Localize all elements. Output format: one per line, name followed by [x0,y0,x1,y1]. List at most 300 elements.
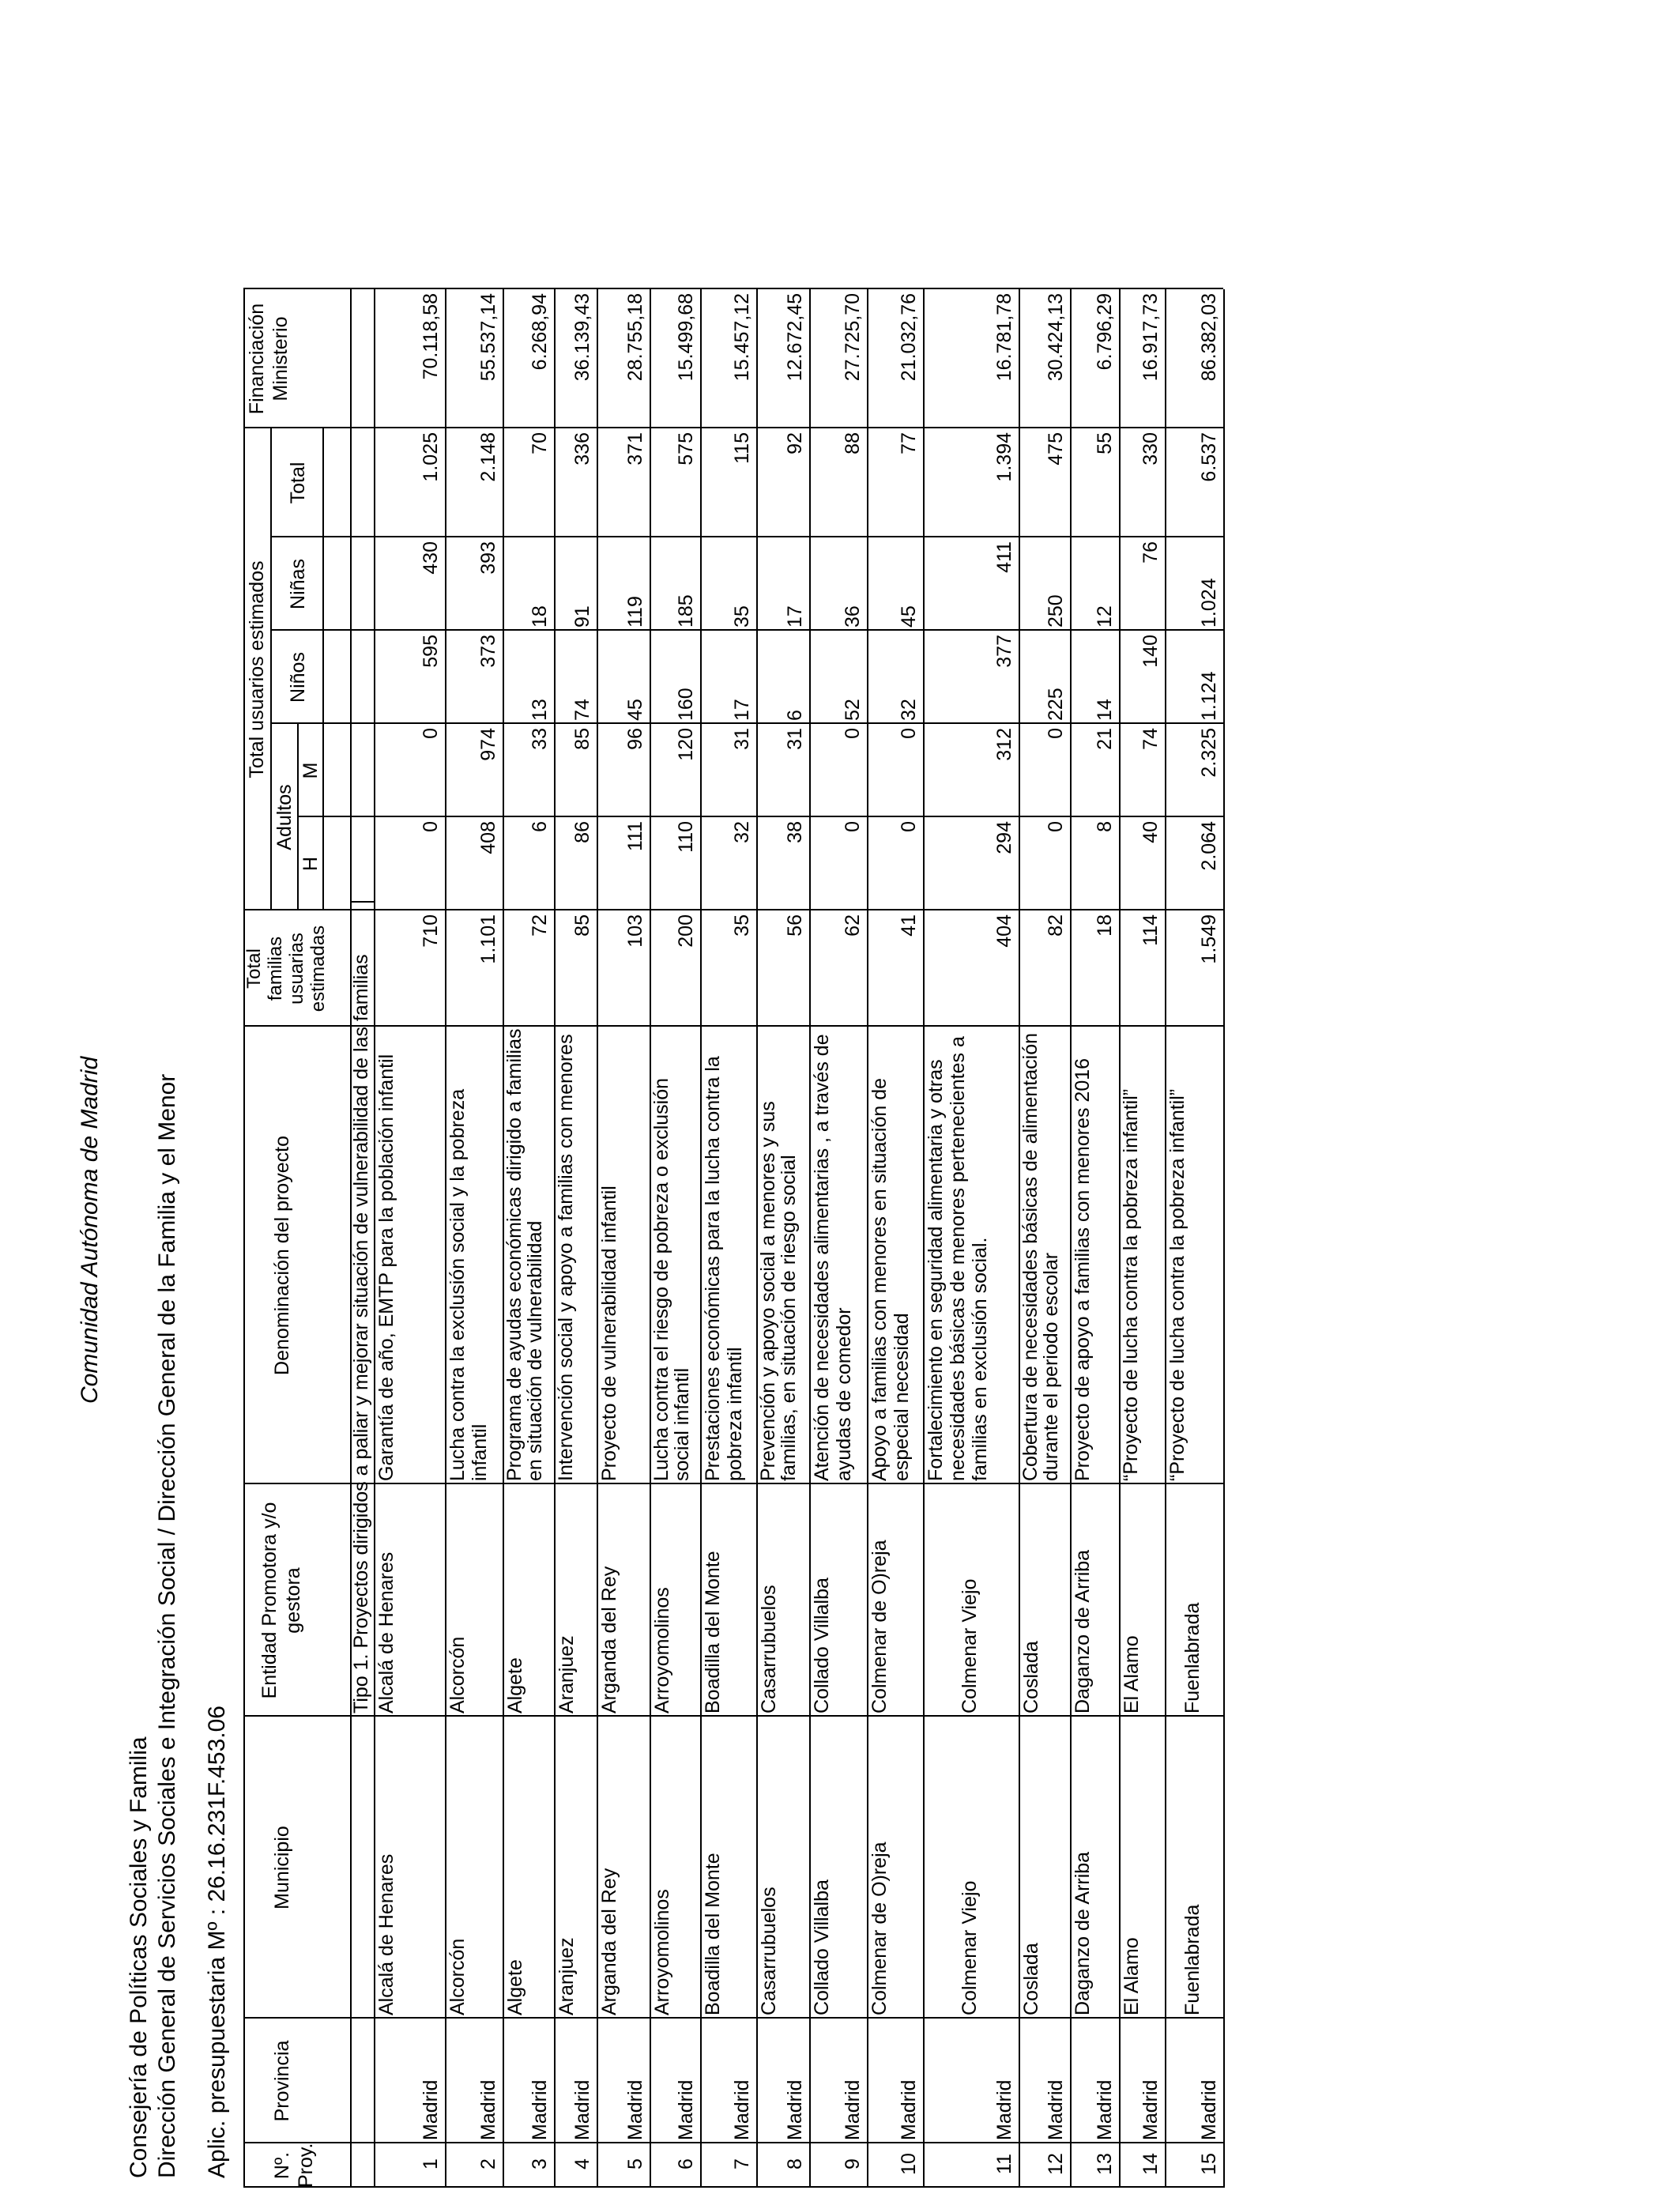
table-rule-horizontal [1119,289,1121,2188]
table-cell [1119,428,1165,537]
cell-financiacion: 6.268,94 [529,293,551,371]
cell-ninos: 1.124 [1198,671,1220,721]
table-rule-horizontal [322,428,324,910]
table-cell [867,724,923,817]
cell-h: 40 [1139,821,1162,843]
table-cell [1119,1484,1165,1717]
table-cell [923,289,1019,428]
cell-entidad: Coslada [1020,1641,1042,1713]
type-section-label: Tipo 1. Proyectos dirigidos a paliar y mejorar situación de vulnerabilidad de las familias [350,954,372,1713]
header-total: Total [287,462,309,504]
table-cell [1070,2019,1119,2143]
table-cell [650,2019,700,2143]
table-cell [1070,428,1119,537]
table-cell [1119,724,1165,817]
cell-total: 575 [675,432,697,466]
cell-financiacion: 36.139,43 [571,293,593,382]
table-cell [1119,910,1165,1027]
table-cell [1019,1717,1070,2019]
cell-total: 371 [624,432,646,466]
table-cell [923,2019,1019,2143]
table-cell [597,631,650,724]
table-cell [554,2019,597,2143]
table-cell [809,289,867,428]
cell-familias: 82 [1045,914,1067,937]
table-cell [554,1027,597,1484]
cell-familias: 710 [420,914,442,948]
cell-m: 96 [624,728,646,750]
table-cell [923,537,1019,631]
cell-ninos: 6 [784,710,806,721]
table-cell [1070,817,1119,910]
table-rule-horizontal [554,289,556,2188]
table-cell [809,1027,867,1484]
cell-num: 1 [420,2158,442,2169]
table-cell [374,1484,445,1717]
header-ninos: Niños [287,652,309,703]
cell-ninos: 140 [1139,635,1162,668]
table-cell [374,724,445,817]
table-cell [503,537,554,631]
cell-financiacion: 16.917,73 [1139,293,1162,382]
projects-table [243,3,1223,2188]
table-cell [867,289,923,428]
table-cell [650,1717,700,2019]
table-cell [445,1717,503,2019]
table-cell [554,537,597,631]
cell-h: 111 [624,821,646,852]
table-cell [1070,537,1119,631]
table-rule-horizontal [867,289,868,2188]
cell-h: 0 [842,821,864,832]
cell-provincia: Madrid [1094,2079,1116,2140]
cell-provincia: Madrid [731,2079,753,2140]
cell-total: 2.148 [477,432,499,482]
table-cell [445,289,503,428]
table-cell [1019,631,1070,724]
table-cell [554,428,597,537]
cell-denominacion: Apoyo a familias con menores en situación de especial necesidad [868,1077,913,1481]
cell-familias: 1.549 [1198,914,1220,964]
cell-m: 974 [477,728,499,761]
cell-entidad: El Alamo [1121,1635,1143,1713]
cell-total: 336 [571,432,593,466]
cell-familias: 56 [784,914,806,937]
table-cell [650,1484,700,1717]
table-rule-horizontal [1165,289,1166,2188]
table-cell [756,631,809,724]
cell-ninos: 74 [571,699,593,721]
table-rule-horizontal [1070,289,1072,2188]
cell-financiacion: 30.424,13 [1045,293,1067,382]
table-cell [503,428,554,537]
table-cell [597,724,650,817]
table-cell [756,289,809,428]
table-cell [650,289,700,428]
cell-ninas: 17 [784,605,806,628]
table-cell [700,1027,756,1484]
table-cell [445,724,503,817]
table-rule-horizontal [445,289,446,2188]
table-rule-vertical [243,288,1223,289]
cell-municipio: Alcalá de Henares [375,1853,397,2015]
cell-h: 6 [529,821,551,832]
table-cell [867,537,923,631]
cell-denominacion: Programa de ayudas económicas dirigido a familias en situación de vulnerabilidad [503,1028,546,1481]
cell-num: 4 [571,2158,593,2169]
cell-total: 1.025 [420,432,442,482]
table-cell [374,537,445,631]
table-cell [756,2143,809,2188]
table-cell [867,2019,923,2143]
table-cell [867,631,923,724]
cell-municipio: Daganzo de Arriba [1072,1851,1094,2015]
table-cell [1119,631,1165,724]
cell-ninas: 36 [842,605,864,628]
cell-denominacion: Cobertura de necesidades básicas de alimentación durante el periodo escolar [1019,1032,1062,1481]
table-cell [503,817,554,910]
cell-num: 11 [993,2154,1015,2174]
cell-num: 8 [784,2158,806,2169]
table-rule-vertical [243,2142,1223,2143]
table-cell [867,910,923,1027]
cell-entidad: Alcorcón [446,1636,469,1713]
table-cell [503,289,554,428]
cell-h: 0 [1045,821,1067,832]
cell-m: 2.325 [1198,728,1220,778]
table-cell [1019,910,1070,1027]
cell-entidad: Aranjuez [556,1635,578,1713]
table-cell [597,289,650,428]
cell-h: 408 [477,821,499,854]
table-cell [1070,1027,1119,1484]
table-cell [867,1027,923,1484]
cell-financiacion: 86.382,03 [1198,293,1220,382]
cell-entidad: Daganzo de Arriba [1072,1549,1094,1713]
table-cell [445,1027,503,1484]
table-rule-horizontal [597,289,598,2188]
cell-municipio: El Alamo [1121,1937,1143,2015]
cell-entidad: Colmenar Viejo [959,1578,981,1713]
table-cell [1165,2143,1223,2188]
table-cell [1165,2019,1223,2143]
cell-denominacion: “Proyecto de lucha contra la pobreza infantil” [1166,1088,1188,1481]
cell-ninos: 377 [993,635,1015,668]
cell-financiacion: 21.032,76 [898,293,920,382]
cell-ninos: 160 [675,688,697,721]
cell-total: 6.537 [1198,432,1220,482]
cell-familias: 1.101 [477,914,499,964]
table-rule-horizontal [270,428,272,910]
table-rule-vertical [243,427,1223,428]
cell-m: 33 [529,728,551,750]
table-cell [1019,428,1070,537]
cell-m: 21 [1094,728,1116,750]
table-cell [1165,817,1223,910]
table-cell [700,724,756,817]
table-rule-vertical [297,816,1223,817]
table-cell [1070,289,1119,428]
cell-m: 74 [1139,728,1162,750]
cell-familias: 72 [529,914,551,937]
cell-financiacion: 12.672,45 [784,293,806,382]
cell-total: 330 [1139,432,1162,466]
cell-entidad: Alcalá de Henares [375,1551,397,1713]
table-cell [1070,724,1119,817]
cell-entidad: Casarrubuelos [758,1585,780,1713]
cell-provincia: Madrid [420,2079,442,2140]
cell-num: 10 [898,2153,920,2175]
cell-municipio: Collado Villalba [811,1879,833,2015]
table-cell [445,631,503,724]
table-cell [597,2019,650,2143]
cell-denominacion: Proyecto de vulnerabilidad infantil [598,1186,620,1481]
table-cell [597,1484,650,1717]
header-denominacion: Denominación del proyecto [271,1136,293,1375]
cell-h: 38 [784,821,806,843]
cell-ninas: 411 [993,541,1015,573]
table-rule-horizontal [700,289,702,2188]
table-cell [650,428,700,537]
table-cell [1070,1717,1119,2019]
table-cell [554,910,597,1027]
table-rule-vertical [243,2017,1223,2019]
table-cell [756,537,809,631]
cell-denominacion: Prestaciones económicas para la lucha contra la pobreza infantil [702,1056,746,1481]
cell-m: 0 [898,728,920,739]
table-cell [374,289,445,428]
cell-financiacion: 27.725,70 [842,293,864,382]
table-cell [700,428,756,537]
department-line-1: Consejería de Políticas Sociales y Familia [126,1736,152,2178]
cell-m: 31 [784,728,806,750]
cell-familias: 114 [1139,914,1162,946]
table-cell [503,1717,554,2019]
table-cell [700,817,756,910]
table-rule-horizontal [243,289,245,2188]
table-cell [1070,1484,1119,1717]
table-rule-horizontal [923,289,925,2188]
table-cell [1165,1027,1223,1484]
table-cell [923,910,1019,1027]
table-cell [1119,817,1165,910]
cell-ninas: 35 [731,605,753,628]
table-cell [554,1717,597,2019]
table-rule-vertical [243,1715,1223,1717]
table-cell [650,910,700,1027]
table-cell [1019,2019,1070,2143]
cell-ninos: 595 [420,635,442,668]
header-municipio: Municipio [271,1826,293,1909]
cell-financiacion: 15.457,12 [731,293,753,382]
table-cell [1165,1484,1223,1717]
table-cell [650,724,700,817]
table-rule-horizontal [503,289,504,2188]
table-cell [756,1484,809,1717]
header-h: H [299,856,322,872]
table-rule-horizontal [809,289,811,2188]
cell-denominacion: Lucha contra el riesgo de pobreza o exclusión social infantil [650,1077,693,1481]
cell-h: 294 [993,821,1015,854]
cell-m: 120 [675,728,697,761]
table-rule-vertical [270,629,1223,631]
table-cell [374,817,445,910]
table-rule-vertical [270,722,1223,724]
table-cell [1070,910,1119,1027]
table-cell [650,1027,700,1484]
header-m: M [299,762,322,779]
table-rule-vertical [350,901,374,903]
table-cell [923,2143,1019,2188]
table-rule-horizontal [374,289,375,2188]
cell-financiacion: 70.118,58 [420,293,442,380]
table-cell [445,2143,503,2188]
table-cell [809,537,867,631]
table-rule-vertical [243,2186,1223,2188]
table-cell [374,428,445,537]
table-cell [867,1717,923,2019]
cell-num: 7 [731,2158,753,2169]
table-cell [700,1484,756,1717]
table-rule-vertical [270,536,1223,537]
department-line-2: Dirección General de Servicios Sociales e Integración Social / Dirección General de la Familia y el Menor [154,1073,180,2178]
table-cell [1165,428,1223,537]
table-cell [1070,2143,1119,2188]
table-cell [1119,2019,1165,2143]
table-cell [756,817,809,910]
table-cell [809,910,867,1027]
table-cell [597,428,650,537]
table-cell [597,537,650,631]
table-cell [809,1484,867,1717]
table-cell [503,631,554,724]
table-cell [554,724,597,817]
table-cell [597,1717,650,2019]
table-cell [867,817,923,910]
cell-provincia: Madrid [898,2079,920,2140]
table-cell [1165,724,1223,817]
cell-provincia: Madrid [842,2079,864,2140]
table-cell [650,537,700,631]
table-cell [1019,2143,1070,2188]
cell-financiacion: 6.796,29 [1094,293,1116,371]
cell-ninas: 185 [675,594,697,628]
table-cell [1165,910,1223,1027]
table-cell [374,1717,445,2019]
cell-ninas: 430 [420,541,442,575]
cell-municipio: Aranjuez [556,1937,578,2015]
cell-m: 0 [1045,728,1067,739]
table-cell [445,817,503,910]
cell-num: 9 [842,2158,864,2169]
table-cell [597,2143,650,2188]
cell-familias: 41 [898,914,920,937]
header-familias: Total familias usuarias estimadas [243,925,329,1012]
cell-m: 0 [842,728,864,739]
cell-municipio: Alcorcón [446,1938,469,2015]
table-cell [1165,1717,1223,2019]
cell-ninas: 12 [1094,605,1116,628]
cell-entidad: Boadilla del Monte [702,1551,724,1713]
cell-total: 92 [784,432,806,454]
cell-denominacion: Intervención social y apoyo a familias con menores [555,1034,577,1481]
cell-total: 88 [842,432,864,454]
cell-ninas: 250 [1045,594,1067,628]
table-cell [923,1484,1019,1717]
cell-familias: 62 [842,914,864,937]
cell-familias: 404 [993,914,1015,948]
cell-ninas: 76 [1139,541,1162,564]
table-cell [650,2143,700,2188]
cell-denominacion: Prevención y apoyo social a menores y sus familias, en situación de riesgo social [757,1101,800,1481]
table-cell [503,1027,554,1484]
cell-ninas: 18 [529,605,551,628]
table-cell [374,1027,445,1484]
table-cell [700,537,756,631]
table-cell [1119,1717,1165,2019]
cell-municipio: Arganda del Rey [598,1868,620,2015]
table-cell [867,2143,923,2188]
table-cell [1070,631,1119,724]
cell-ninas: 119 [624,596,646,628]
table-cell [1019,817,1070,910]
cell-total: 55 [1094,432,1116,454]
table-rule-horizontal [297,724,299,910]
cell-provincia: Madrid [529,2079,551,2140]
cell-provincia: Madrid [624,2079,646,2140]
table-rule-horizontal [1223,289,1225,2188]
cell-entidad: Fuenlabrada [1181,1602,1203,1713]
table-cell [700,910,756,1027]
table-cell [923,817,1019,910]
table-cell [650,631,700,724]
table-cell [700,631,756,724]
table-cell [700,2019,756,2143]
cell-familias: 18 [1094,914,1116,937]
table-cell [756,1717,809,2019]
cell-denominacion: Garantía de año, EMTP para la población infantil [375,1054,397,1481]
table-cell [554,1484,597,1717]
cell-num: 6 [675,2158,697,2169]
table-cell [756,2019,809,2143]
cell-h: 86 [571,821,593,843]
table-cell [923,724,1019,817]
cell-provincia: Madrid [477,2079,499,2140]
cell-ninas: 91 [571,605,593,628]
cell-m: 312 [993,728,1015,761]
table-rule-vertical [243,1483,1223,1484]
cell-provincia: Madrid [675,2079,697,2140]
cell-municipio: Colmenar Viejo [959,1880,981,2015]
table-rule-vertical [243,1025,1223,1027]
table-cell [809,817,867,910]
table-cell [809,631,867,724]
cell-total: 70 [529,432,551,454]
cell-ninos: 14 [1094,699,1116,721]
cell-num: 15 [1198,2153,1220,2175]
cell-financiacion: 28.755,18 [624,293,646,382]
table-cell [374,631,445,724]
cell-ninas: 1.024 [1198,578,1220,628]
table-cell [700,289,756,428]
table-cell [503,724,554,817]
cell-familias: 85 [571,914,593,937]
table-cell [1019,289,1070,428]
header-usuarios: Total usuarios estimados [246,560,268,778]
cell-total: 1.394 [993,432,1015,482]
budget-application-line: Aplic. presupuestaria Mº : 26.16.231F.453.06 [204,1706,230,2178]
cell-provincia: Madrid [1139,2079,1162,2140]
